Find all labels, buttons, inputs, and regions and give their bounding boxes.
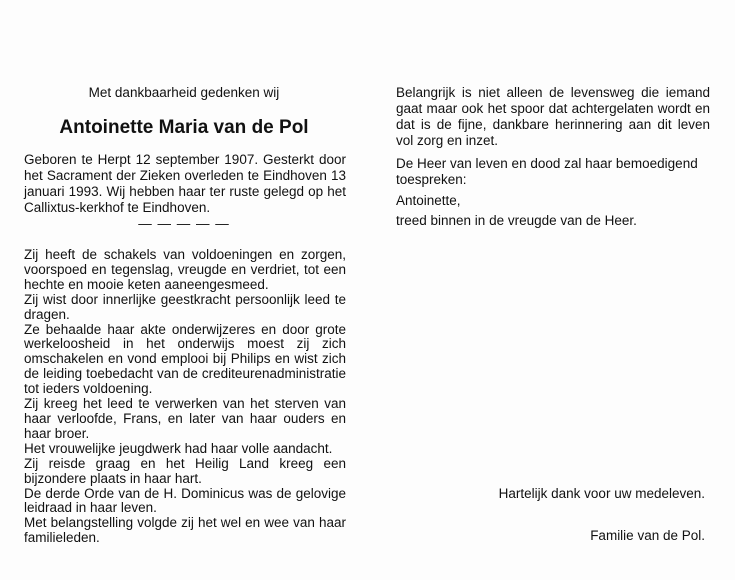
deceased-name: Antoinette Maria van de Pol	[59, 117, 309, 138]
divider: — — — — —	[138, 216, 230, 231]
quote-paragraph: Belangrijk is niet alleen de levensweg die iemand gaat maar ook het spoor dat achtergelaten wordt en dat is de fijne, dankbare herinnering aan dit leven vol zorg en inzet.	[396, 85, 710, 148]
bio-paragraph: Zij kreeg het leed te verwerken van het sterven van haar verloofde, Frans, en later van haar ouders en haar broer.	[24, 396, 346, 441]
bio-paragraph: Zij reisde graag en het Heilig Land kreeg een bijzondere plaats in haar hart.	[24, 455, 346, 486]
bio-paragraph: Met belangstelling volgde zij het wel en wee van haar familieleden.	[24, 515, 346, 546]
birth-death-paragraph: Geboren te Herpt 12 september 1907. Gesterkt door het Sacrament der Zieken overleden te Eindhoven 13 januari 1993. Wij hebben haar ter ruste gelegd op het Callixtus-kerkhof te Eindhoven.	[24, 152, 346, 215]
bio-paragraph: Het vrouwelijke jeugdwerk had haar volle aandacht.	[24, 440, 333, 456]
biography	[24, 248, 346, 546]
bio-paragraph: Zij wist door innerlijke geestkracht persoonlijk leed te dragen.	[24, 291, 346, 322]
blessing-address: Antoinette,	[396, 193, 461, 208]
bio-paragraph: De derde Orde van de H. Dominicus was de gelovige leidraad in haar leven.	[24, 485, 346, 516]
blessing-intro: De Heer van leven en dood zal haar bemoedigend toespreken:	[396, 156, 698, 187]
thanks-line: Hartelijk dank voor uw medeleven.	[498, 486, 705, 501]
intro-line: Met dankbaarheid gedenken wij	[88, 85, 280, 100]
bio-paragraph: Zij heeft de schakels van voldoeningen en zorgen, voorspoed en tegenslag, vreugde en verdriet, tot een hechte en mooie keten aaneengesmeed.	[24, 247, 346, 292]
blessing-line: treed binnen in de vreugde van de Heer.	[396, 213, 637, 228]
bio-paragraph: Ze behaalde haar akte onderwijzeres en door grote werkeloosheid in het onderwijs moest zij zich omschakelen en vond emplooi bij Philips en wist zich de leiding toebedacht van de crediteurenadministratie tot ieders voldoening.	[24, 321, 346, 397]
family-signature: Familie van de Pol.	[590, 528, 705, 543]
right-panel	[368, 0, 735, 580]
